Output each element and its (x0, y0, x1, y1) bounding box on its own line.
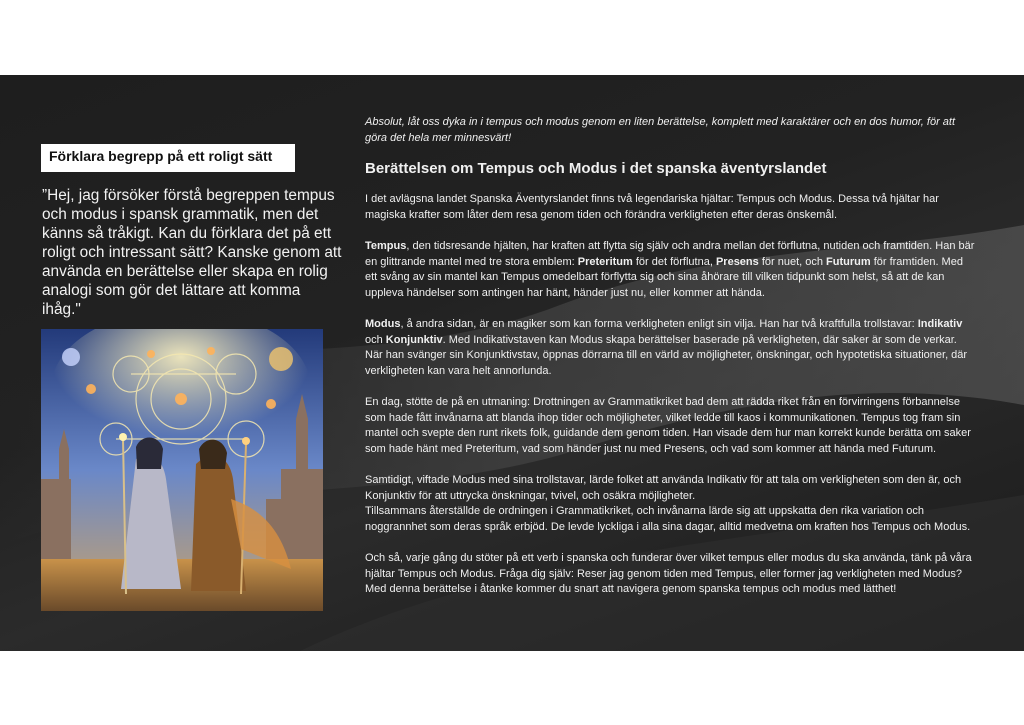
paragraph-tempus: Tempus, den tidsresande hjälten, har kraften att flytta sig själv och andra mellan det förflutna, nutiden och framtiden. Han bär en glittrande mantel med tre stora emblem: Preteritum för det förflutna, Presens för nuet, och Futurum för framtiden. Med ett svång av sin mantel kan Tempus omedelbart förflytta sig och sina åhörare till vilken tidpunkt som helst, så att de kan uppleva händelser som antingen har hänt, händer just nu, eller kommer att hända. (365, 240, 975, 299)
slide (0, 75, 1024, 651)
term-preteritum: Preteritum (577, 255, 633, 268)
term-tempus: Tempus (365, 240, 407, 252)
term-futurum: Futurum (826, 255, 871, 268)
term-indikativ: Indikativ (917, 318, 963, 330)
illustration-tempus-modus (41, 329, 323, 611)
paragraph-modus: Modus, å andra sidan, är en magiker som kan forma verkligheten enligt sin vilja. Han har två kraftfulla trollstavar: Indikativ och Konjunktiv. Med Indikativstaven kan Modus skapa berättelser baserade på verkligheten, där saker är som de verkar. När han svänger sin Konjunktivstav, öppnas dörrarna till en värld av möjligheter, önskningar, och hypotetiska situationer, där verkligheten kan vara helt annorlunda. (365, 318, 968, 377)
story-heading: Berättelsen om Tempus och Modus i det spanska äventyrslandet (365, 160, 827, 177)
answer-intro: Absolut, låt oss dyka in i tempus och modus genom en liten berättelse, komplett med karaktärer och en dos humor, för att göra det hela mer minnesvärt! (365, 116, 956, 144)
paragraph-conclusion: Och så, varje gång du stöter på ett verb i spanska och funderar över vilket tempus eller modus du ska använda, tänk på våra hjältar Tempus och Modus. Fråga dig själv: Reser jag genom tiden med Tempus, eller former jag verkligheten med Modus? Med denna berättelse i åtanke kommer du snart att navigera genom spanska tempus och modus med lätthet! (365, 552, 972, 595)
paragraph-challenge: En dag, stötte de på en utmaning: Drottningen av Grammatikriket bad dem att rädda riket från en förvirringens förbannelse som hade fått invånarna att blanda ihop tider och möjligheter, vilket ledde till kaos i kommunikationen. Tempus tog fram sin mantel och svepte den runt rikets folk, guidande dem genom tiden. Han visade dem hur man korrekt kunde berätta om saker som hade hänt med Preteritum, vad som händer just nu med Presens, och vad som kommer att hända med Futurum. (365, 396, 971, 455)
term-presens: Presens (715, 255, 759, 268)
page-title: Förklara begrepp på ett roligt sätt (41, 144, 295, 172)
paragraph-together: Tillsammans återställde de ordningen i Grammatikriket, och invånarna lärde sig att uppskatta den rika variation och noggrannhet som deras språk erbjöd. De levde lyckliga i alla sina dagar, alltid medvetna om kraften hos Tempus och Modus. (365, 505, 971, 533)
term-konjunktiv: Konjunktiv (385, 333, 443, 346)
paragraph-modus-wands: Samtidigt, viftade Modus med sina trollstavar, lärde folket att använda Indikativ för att tala om verkligheten som den är, och Konjunktiv för att uttrycka önskningar, tvivel, och osäkra möjligheter. (365, 474, 962, 502)
term-modus: Modus (365, 318, 401, 330)
user-question: ”Hej, jag försöker förstå begreppen tempus och modus i spansk grammatik, men det känns så tråkigt. Kan du förklara det på ett roligt och intressant sätt? Kanske genom att använda en berättelse eller skapa en rolig analogi som gör det lättare att komma ihåg." (42, 187, 342, 318)
answer-panel (365, 115, 975, 614)
paragraph-1: I det avlägsna landet Spanska Äventyrslandet finns två legendariska hjältar: Tempus och Modus. Dessa två hjältar har magiska krafter som låter dem resa genom tiden och förändra verkligheten efter deras önskemål. (365, 193, 939, 221)
